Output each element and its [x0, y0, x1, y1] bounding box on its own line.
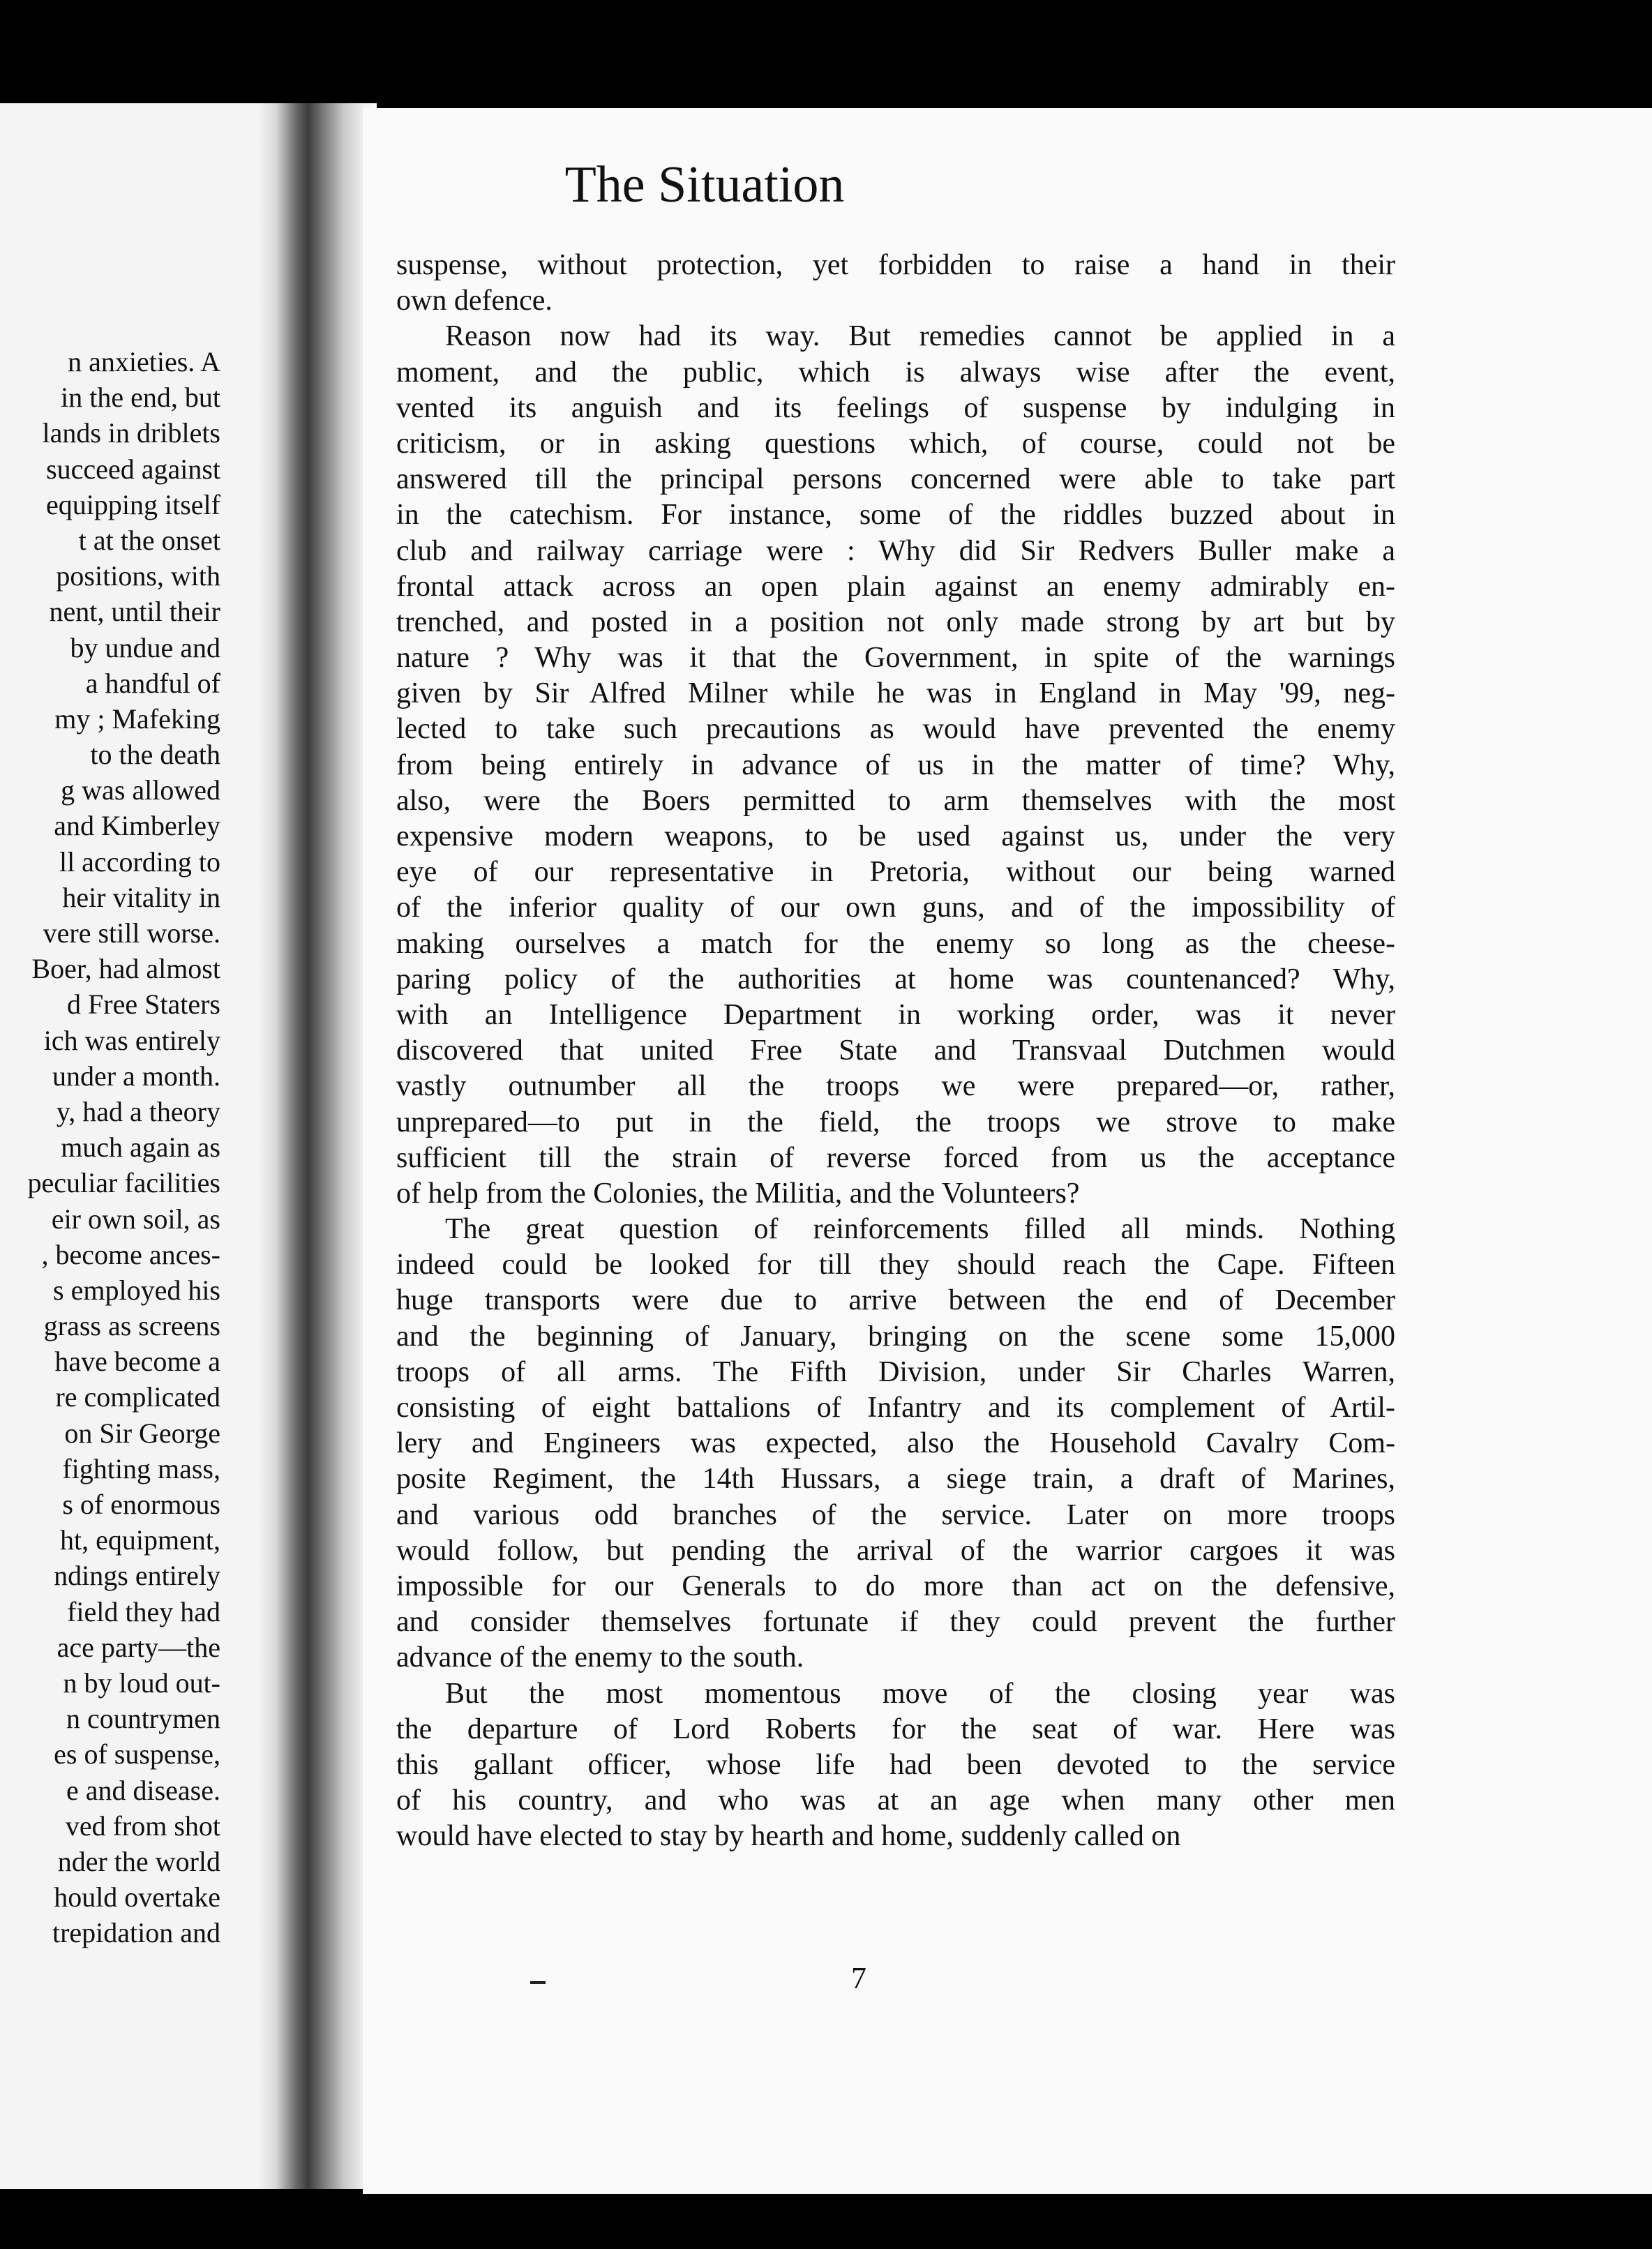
- left-page-line: positions, with: [56, 560, 220, 592]
- paragraph: [396, 1676, 1395, 1855]
- text-line: discovered that united Free State and Transvaal Dutchmen would: [396, 1035, 1395, 1067]
- text-line: of his country, and who was at an age when many other men: [396, 1784, 1395, 1817]
- text-line: of help from the Colonies, the Militia, and the Volunteers?: [396, 1177, 1080, 1210]
- left-page-line: equipping itself: [46, 488, 220, 520]
- left-page-line: e and disease.: [66, 1774, 220, 1806]
- left-page-line: ace party—the: [57, 1631, 220, 1663]
- text-line: making ourselves a match for the enemy so long as the cheese-: [396, 927, 1395, 960]
- text-line: indeed could be looked for till they should reach the Cape. Fifteen: [396, 1249, 1395, 1281]
- left-page-line: ht, equipment,: [60, 1524, 220, 1556]
- text-line: answered till the principal persons concerned were able to take part: [396, 463, 1395, 496]
- left-page-line: have become a: [54, 1346, 220, 1378]
- left-page-line: my ; Mafeking: [54, 702, 220, 735]
- left-page-line: lands in driblets: [42, 417, 220, 449]
- text-line: lery and Engineers was expected, also the Household Cavalry Com-: [396, 1427, 1395, 1460]
- text-line: But the most momentous move of the closing year was: [445, 1677, 1395, 1710]
- left-page-line: ich was entirely: [43, 1024, 220, 1056]
- left-page-line: n by loud out-: [63, 1667, 220, 1699]
- text-line: and various odd branches of the service. Later on more troops: [396, 1498, 1395, 1531]
- left-page-line: a handful of: [85, 667, 220, 699]
- left-page-line: field they had: [67, 1595, 220, 1627]
- left-page-line: n anxieties. A: [68, 346, 220, 377]
- text-line: eye of our representative in Pretoria, without our being warned: [396, 856, 1395, 889]
- left-page-line: t at the onset: [78, 524, 220, 556]
- text-line: trenched, and posted in a position not only made strong by art but by: [396, 606, 1395, 638]
- left-page-line: nent, until their: [49, 596, 220, 628]
- text-line: and the beginning of January, bringing on the scene some 15,000: [396, 1320, 1395, 1353]
- left-page-line: fighting mass,: [62, 1452, 220, 1484]
- text-line: club and railway carriage were : Why did Sir Redvers Buller make a: [396, 534, 1395, 567]
- left-page-line: s employed his: [53, 1274, 220, 1306]
- text-line: and consider themselves fortunate if they could prevent the further: [396, 1606, 1395, 1639]
- left-page-line: peculiar facilities: [27, 1167, 220, 1199]
- left-facing-page: [0, 103, 293, 2189]
- text-line: advance of the enemy to the south.: [396, 1641, 804, 1674]
- paragraph: [396, 248, 1395, 319]
- text-line: the departure of Lord Roberts for the seat of war. Here was: [396, 1713, 1395, 1745]
- left-page-line: es of suspense,: [54, 1738, 220, 1770]
- text-line: given by Sir Alfred Milner while he was in England in May '99, neg-: [396, 677, 1395, 710]
- text-line: huge transports were due to arrive between the end of December: [396, 1284, 1395, 1317]
- left-page-line: much again as: [61, 1131, 220, 1164]
- text-line: also, were the Boers permitted to arm themselves with the most: [396, 784, 1395, 817]
- left-page-line: ll according to: [59, 845, 220, 878]
- left-page-line: g was allowed: [61, 774, 220, 806]
- page-title: The Situation: [564, 156, 845, 213]
- text-line: unprepared—to put in the field, the troops we strove to make: [396, 1106, 1395, 1138]
- text-line: troops of all arms. The Fifth Division, under Sir Charles Warren,: [396, 1355, 1395, 1388]
- left-page-line: d Free Staters: [67, 988, 220, 1021]
- left-page-line: succeed against: [46, 453, 220, 485]
- text-line: Reason now had its way. But remedies cannot be applied in a: [445, 320, 1395, 353]
- left-page-line: Boer, had almost: [31, 953, 220, 985]
- left-page-text: [0, 344, 220, 1950]
- text-line: with an Intelligence Department in working order, was it never: [396, 998, 1395, 1031]
- printer-mark: [530, 1981, 546, 1984]
- text-line: impossible for our Generals to do more than act on the defensive,: [396, 1570, 1395, 1602]
- left-page-line: vere still worse.: [43, 917, 220, 949]
- text-line: lected to take such precautions as would have prevented the enemy: [396, 713, 1395, 746]
- left-page-line: nder the world: [57, 1845, 220, 1877]
- left-page-line: on Sir George: [64, 1417, 220, 1449]
- left-page-line: ndings entirely: [54, 1560, 220, 1592]
- left-page-line: n countrymen: [66, 1703, 220, 1735]
- text-line: nature ? Why was it that the Government, in spite of the warnings: [396, 642, 1395, 675]
- text-line: own defence.: [396, 285, 553, 317]
- text-line: The great question of reinforcements filled all minds. Nothing: [445, 1213, 1395, 1246]
- text-line: of the inferior quality of our own guns, and of the impossibility of: [396, 892, 1395, 924]
- text-line: frontal attack across an open plain against an enemy admirably en-: [396, 570, 1395, 603]
- text-line: expensive modern weapons, to be used against us, under the very: [396, 820, 1395, 852]
- text-line: vastly outnumber all the troops we were prepared—or, rather,: [396, 1070, 1395, 1103]
- book-gutter-shadow: [258, 103, 377, 2189]
- text-line: would follow, but pending the arrival of the warrior cargoes it was: [396, 1534, 1395, 1567]
- left-page-line: hould overtake: [54, 1881, 220, 1913]
- text-line: vented its anguish and its feelings of suspense by indulging in: [396, 391, 1395, 424]
- text-line: consisting of eight battalions of Infantry and its complement of Artil-: [396, 1392, 1395, 1424]
- text-line: criticism, or in asking questions which, of course, could not be: [396, 427, 1395, 460]
- text-line: would have elected to stay by hearth and home, suddenly called on: [396, 1820, 1181, 1853]
- left-page-line: under a month.: [52, 1060, 220, 1092]
- left-page-line: ved from shot: [65, 1810, 220, 1842]
- text-line: paring policy of the authorities at home was countenanced? Why,: [396, 963, 1395, 995]
- text-line: moment, and the public, which is always wise after the event,: [396, 356, 1395, 389]
- left-page-line: by undue and: [70, 631, 220, 663]
- left-page-line: heir vitality in: [62, 881, 220, 913]
- left-page-line: trepidation and: [52, 1917, 220, 1949]
- left-page-line: re complicated: [55, 1381, 220, 1413]
- left-page-line: , become ances-: [41, 1238, 220, 1270]
- paragraph: [396, 1212, 1395, 1676]
- body-text: [396, 248, 1395, 1854]
- left-page-line: y, had a theory: [56, 1095, 220, 1127]
- text-line: this gallant officer, whose life had been devoted to the service: [396, 1748, 1395, 1781]
- left-page-line: s of enormous: [62, 1489, 220, 1520]
- left-page-line: and Kimberley: [54, 810, 220, 842]
- text-line: posite Regiment, the 14th Hussars, a siege train, a draft of Marines,: [396, 1463, 1395, 1496]
- left-page-line: eir own soil, as: [51, 1203, 220, 1235]
- left-page-line: in the end, but: [61, 382, 220, 414]
- text-line: from being entirely in advance of us in the matter of time? Why,: [396, 749, 1395, 781]
- text-line: suspense, without protection, yet forbidden to raise a hand in their: [396, 249, 1395, 281]
- paragraph: [396, 319, 1395, 1212]
- left-page-line: grass as screens: [43, 1310, 220, 1342]
- text-line: in the catechism. For instance, some of the riddles buzzed about in: [396, 499, 1395, 532]
- left-page-line: to the death: [90, 739, 220, 771]
- text-line: sufficient till the strain of reverse forced from us the acceptance: [396, 1141, 1395, 1174]
- page-number: 7: [851, 1961, 866, 1995]
